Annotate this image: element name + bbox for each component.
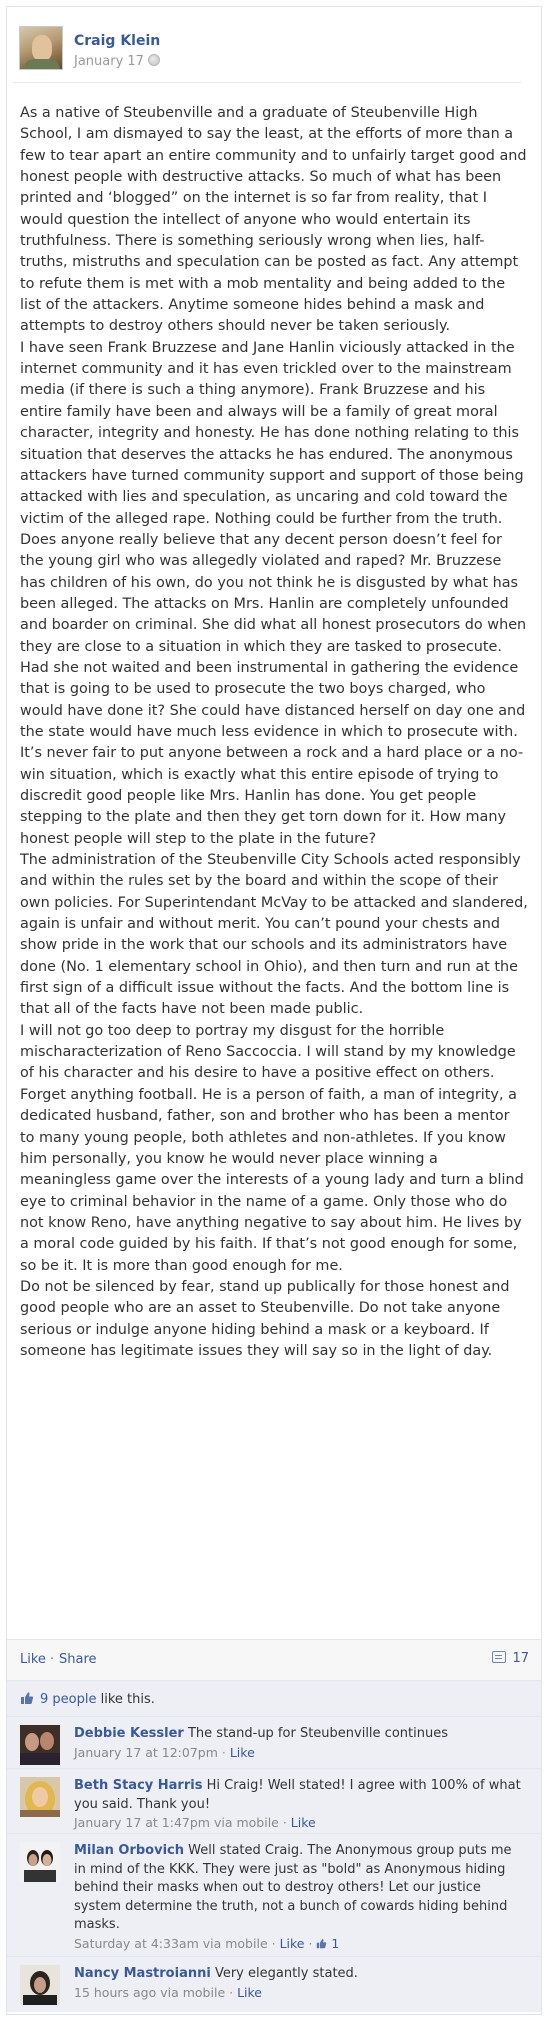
globe-icon[interactable] (148, 54, 160, 66)
comment (7, 1768, 541, 1833)
comment-text: The stand-up for Steubenville continues (187, 1726, 448, 1741)
comment (7, 1716, 541, 1768)
commenter-avatar[interactable] (20, 1725, 60, 1765)
comment-via: via mobile (160, 1984, 226, 2000)
avatar-photo (20, 1842, 60, 1882)
comment-like-count[interactable] (316, 1936, 339, 1951)
like-button[interactable]: Like (20, 1652, 46, 1667)
post-date[interactable]: January 17 (74, 54, 144, 69)
comment-time[interactable]: 15 hours ago (74, 1984, 157, 2000)
comment-text: Hi Craig! Well stated! I agree with 100% of what you said. Thank you! (74, 1778, 521, 1812)
comment-like-count-value: 1 (331, 1935, 340, 1951)
comment-via: via mobile (202, 1935, 268, 1951)
commenter-avatar[interactable] (20, 1842, 60, 1882)
commenter-name[interactable]: Milan Orbovich (74, 1843, 184, 1858)
avatar-photo (20, 1965, 60, 2005)
comment-time[interactable]: Saturday at 4:33am (74, 1935, 199, 1951)
comment-text: Well stated Craig. The Anonymous group puts me in mind of the KKK. They were just as "bold" as Anonymous hiding behind their masks when out to destroy others! Let our justice system determine the truth, not a bunch of cowards hiding behind masks. (74, 1843, 512, 1932)
comment-meta: Saturday at 4:33am via mobile · Like · 1 (74, 1935, 340, 1951)
thumbs-up-icon (20, 1691, 34, 1705)
commenter-avatar[interactable] (20, 1777, 60, 1817)
share-button[interactable]: Share (59, 1652, 97, 1667)
post-actions-bar (7, 1639, 541, 1680)
avatar-photo (20, 1725, 60, 1765)
comment-icon (492, 1651, 506, 1663)
avatar-shirt (24, 59, 60, 70)
commenter-name[interactable]: Debbie Kessler (74, 1726, 184, 1741)
author-avatar[interactable] (19, 26, 63, 70)
comment (7, 1833, 541, 1956)
likes-suffix: like this. (96, 1692, 155, 1707)
comment-content (74, 1725, 526, 1762)
post-timestamp (74, 54, 160, 69)
author-name[interactable]: Craig Klein (74, 33, 161, 49)
comment-like-button[interactable]: Like (229, 1744, 255, 1760)
header-divider (13, 82, 521, 83)
comment-content (74, 1777, 526, 1833)
comment-count[interactable] (492, 1651, 529, 1666)
action-separator: · (50, 1652, 55, 1667)
commenter-name[interactable]: Beth Stacy Harris (74, 1778, 203, 1793)
comment-content (74, 1842, 526, 1953)
comment-count-value: 17 (512, 1651, 529, 1666)
thumbs-up-icon (316, 1938, 327, 1949)
comment-via: via mobile (213, 1815, 279, 1830)
comment-like-button[interactable]: Like (290, 1815, 316, 1830)
post-header (13, 26, 523, 74)
comment-text: Very elegantly stated. (214, 1966, 358, 1981)
comment-meta: 15 hours ago via mobile · Like (74, 1984, 262, 2000)
post-body: As a native of Steubenville and a graduate of Steubenville High School, I am dismayed to say the least, at the efforts of more than a few to tear apart an entire community and to unfairly target good and honest people with destructive attacks. So much of what has been printed and ‘blogged” on the internet is so far from reality, that I would question the intellect of anyone who would entertain its truthfulness. There is something seriously wrong when lies, half-truths, mistruths and speculation can be posted as fact. Any attempt to refute them is met with a mob mentality and being added to the list of the attackers. Anytime someone hides behind a mask and attempts to destroy others should never be taken seriously. I have seen Frank Bruzzese and Jane Hanlin viciously attacked in the internet community and it has even trickled over to the mainstream media (if there is such a thing anymore). Frank Bruzzese and his entire family have been and always will be a family of great moral character, integrity and honesty. He has done nothing relating to this situation that deserves the attacks he has endured. The anonymous attackers have turned community support and support of those being attacked with lies and speculation, as uncaring and cold toward the victim of the alleged rape. Nothing could be further from the truth. Does anyone really believe that any decent person doesn’t feel for the young girl who was allegedly violated and raped? Mr. Bruzzese has children of his own, do you not think he is disgusted by what has been alleged. The attacks on Mrs. Hanlin are completely unfounded and boarder on criminal. She did what all honest prosecutors do when they are close to a situation in which they are tasked to prosecute. Had she not waited and been instrumental in gathering the evidence that is going to be used to prosecute the two boys charged, who would have done it? She could have distanced herself on day one and the state would have much less evidence in which to prosecute with. It’s never fair to put anyone between a rock and a hard place or a no-win situation, which is exactly what this entire episode of trying to discredit good people like Mrs. Hanlin has done. You get people stepping to the plate and then they get torn down for it. How many honest people will step to the plate in the future? The administration of the Steubenville City Schools acted responsibly and within the rules set by the board and within the scope of their own policies. For Superintendant McVay to be attacked and slandered, again is unfair and without merit. You can’t pound your chests and show pride in the work that our schools and its administrators have done (No. 1 elementary school in Ohio), and then turn and run at the first sign of a difficult issue without the facts. And the bottom line is that all of the facts have not been made public. I will not go too deep to portray my disgust for the horrible mischaracterization of Reno Saccoccia. I will stand by my knowledge of his character and his desire to have a positive effect on others. Forget anything football. He is a person of faith, a man of integrity, a dedicated husband, father, son and brother who has been a mentor to many young people, both athletes and non-athletes. If you know him personally, you know he would never place winning a meaningless game over the interests of a young lady and turn a blind eye to criminal behavior in the name of a game. Only those who do not know Reno, have anything negative to say about him. He lives by a moral code guided by his faith. If that’s not good enough for some, so be it. It is more than good enough for me. Do not be silenced by fear, stand up publically for those honest and good people who are an asset to Steubenville. Do not take anyone serious or indulge anyone hiding behind a mask or a keyboard. If someone has legitimate issues they will say so in the light of day. (20, 105, 528, 1359)
comment-time[interactable]: January 17 at 1:47pm (74, 1815, 210, 1830)
comment-content (74, 1965, 526, 2002)
commenter-name[interactable]: Nancy Mastroianni (74, 1966, 211, 1981)
comment-time[interactable]: January 17 at 12:07pm (74, 1744, 218, 1760)
likes-summary (7, 1680, 541, 1717)
comment-like-button[interactable]: Like (237, 1984, 262, 2000)
commenter-avatar[interactable] (20, 1965, 60, 2005)
avatar-photo (20, 1777, 60, 1817)
comment-like-button[interactable]: Like (279, 1935, 305, 1951)
comment (7, 1956, 541, 2012)
comment-meta: January 17 at 1:47pm via mobile · Like (74, 1815, 316, 1830)
likers-link[interactable]: 9 people (40, 1692, 97, 1707)
comment-meta: January 17 at 12:07pm · Like (74, 1744, 255, 1760)
avatar-face (32, 35, 52, 61)
likes-text (40, 1692, 155, 1707)
